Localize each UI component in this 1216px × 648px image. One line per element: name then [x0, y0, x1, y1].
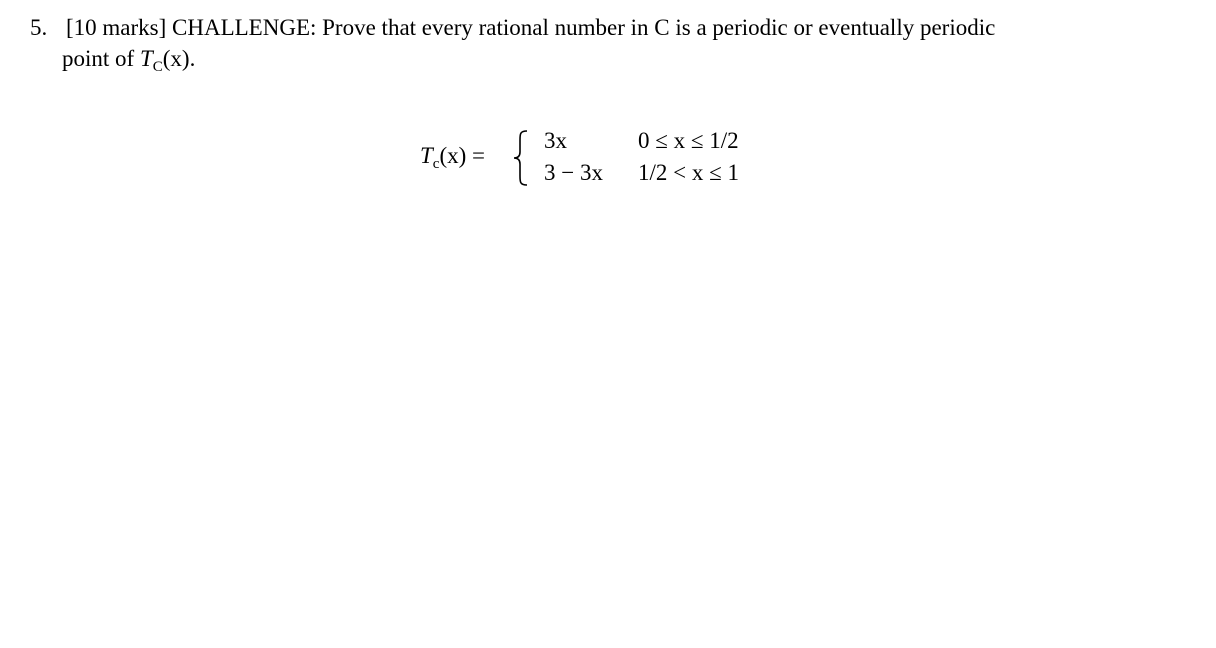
case-1-expression: 3x	[544, 128, 567, 153]
problem-line-2	[30, 43, 1180, 78]
formula-lhs	[420, 143, 486, 172]
map-name: T	[139, 46, 153, 71]
problem-statement	[30, 12, 1180, 78]
lhs-function-name: T	[420, 143, 433, 168]
lhs-subscript: c	[432, 156, 440, 172]
case-2-condition: 1/2 < x ≤ 1	[638, 160, 739, 185]
problem-text: [10 marks] CHALLENGE: Prove that every rational number in C is a periodic or eventually periodic	[66, 15, 996, 40]
map-argument: (x)	[162, 46, 190, 71]
lhs-argument: (x) =	[439, 143, 486, 168]
left-brace-icon	[512, 130, 530, 186]
map-subscript: C	[152, 59, 163, 75]
case-1-condition: 0 ≤ x ≤ 1/2	[638, 128, 739, 153]
problem-line-1	[30, 12, 1180, 43]
case-2-expression: 3 − 3x	[544, 160, 603, 185]
sentence-end: .	[189, 46, 196, 71]
problem-text-continued: point of	[62, 46, 135, 71]
problem-number: 5.	[30, 15, 48, 40]
